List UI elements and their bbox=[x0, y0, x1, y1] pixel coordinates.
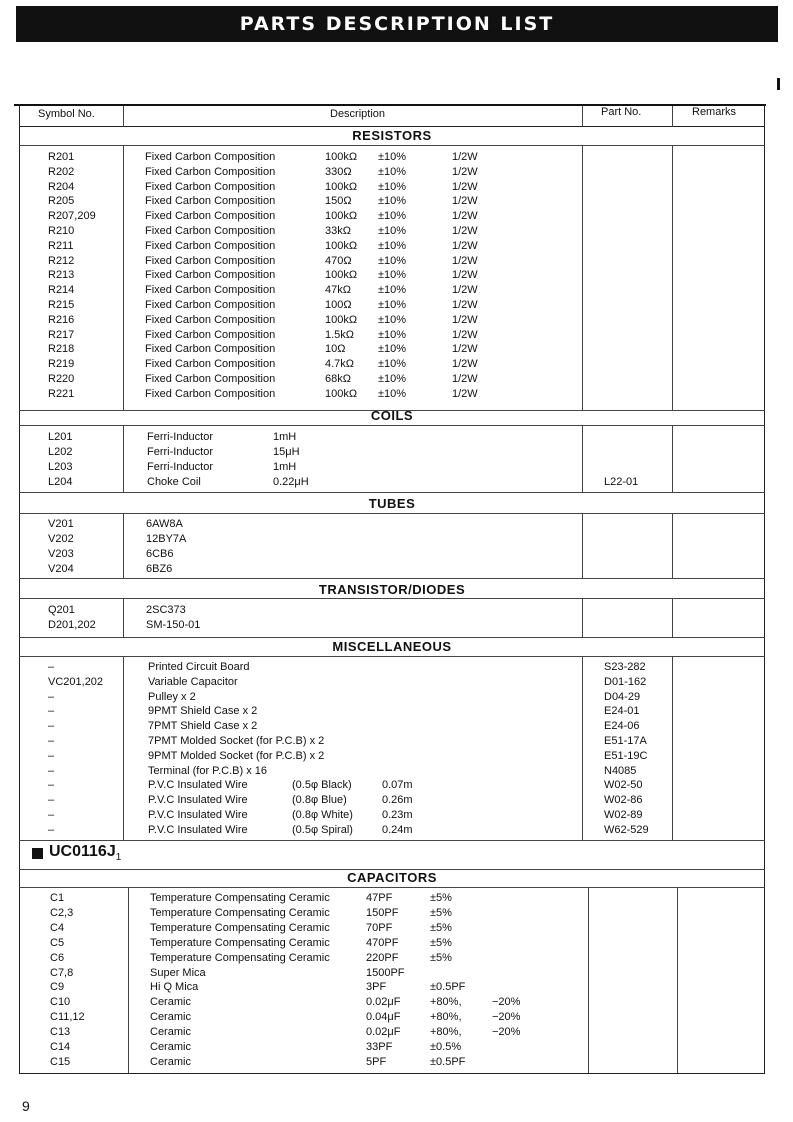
capacitor-row bbox=[19, 937, 765, 952]
description-cell: Temperature Compensating Ceramic bbox=[150, 951, 330, 964]
capacitor-row bbox=[19, 981, 765, 996]
coil-row bbox=[19, 476, 765, 491]
description-cell: Fixed Carbon Composition bbox=[145, 210, 276, 223]
model-heading bbox=[32, 843, 121, 863]
tolerance-cell: +80%, bbox=[430, 996, 462, 1009]
value-cell: 100kΩ bbox=[325, 239, 358, 252]
part-no-cell: L22-01 bbox=[604, 475, 639, 488]
section-capacitors: CAPACITORS bbox=[347, 870, 437, 885]
value-cell: 47PF bbox=[366, 892, 393, 904]
wattage-cell: 1/2W bbox=[452, 313, 478, 326]
value-cell: 33PF bbox=[366, 1041, 393, 1053]
tolerance-cell: ±0.5% bbox=[430, 1041, 462, 1053]
description-cell: Ferri-Inductor bbox=[147, 460, 214, 473]
length-cell: 0.26m bbox=[382, 794, 413, 807]
wattage-cell: 1/2W bbox=[452, 165, 478, 178]
description-cell: 12BY7A bbox=[146, 532, 187, 545]
description-cell: 7PMT Shield Case x 2 bbox=[148, 720, 258, 733]
symbol-cell: R212 bbox=[48, 254, 75, 267]
margin-mark bbox=[777, 78, 780, 90]
coil-row bbox=[19, 446, 765, 461]
symbol-cell: C15 bbox=[50, 1055, 71, 1068]
symbol-cell: C7,8 bbox=[50, 966, 74, 979]
resistors-rule bbox=[19, 145, 765, 146]
tolerance-cell: ±10% bbox=[378, 165, 407, 178]
value-cell: 33kΩ bbox=[325, 225, 351, 237]
capacitor-row bbox=[19, 1011, 765, 1026]
symbol-cell: C4 bbox=[50, 921, 65, 934]
value-cell: 1.5kΩ bbox=[325, 328, 355, 341]
tolerance-cell: ±0.5PF bbox=[430, 981, 466, 994]
description-cell: Ceramic bbox=[150, 1026, 191, 1039]
symbol-cell: R205 bbox=[48, 195, 75, 208]
symbol-cell: R219 bbox=[48, 358, 75, 371]
description-cell: Fixed Carbon Composition bbox=[145, 343, 276, 356]
description-cell: SM-150-01 bbox=[146, 619, 201, 631]
tolerance-cell: ±10% bbox=[378, 358, 407, 371]
symbol-cell: C9 bbox=[50, 981, 65, 994]
section-resistors: RESISTORS bbox=[352, 128, 432, 143]
description-cell: P.V.C Insulated Wire bbox=[148, 823, 248, 836]
section-misc: MISCELLANEOUS bbox=[332, 639, 452, 654]
symbol-cell: C1 bbox=[50, 892, 65, 904]
tolerance-cell: ±10% bbox=[378, 373, 407, 385]
misc-row bbox=[19, 765, 765, 780]
value-cell: 70PF bbox=[366, 921, 393, 934]
description-cell: 6AW8A bbox=[146, 518, 183, 530]
transistors-top-rule bbox=[19, 578, 765, 579]
symbol-cell: – bbox=[48, 749, 55, 762]
description-cell: Ceramic bbox=[150, 996, 191, 1009]
wattage-cell: 1/2W bbox=[452, 343, 478, 356]
value-cell: 15μH bbox=[273, 445, 300, 458]
resistor-row bbox=[19, 255, 765, 270]
tolerance-cell: ±5% bbox=[430, 906, 452, 919]
description-cell: Fixed Carbon Composition bbox=[145, 180, 276, 193]
description-cell: Fixed Carbon Composition bbox=[145, 358, 276, 371]
spec-cell: (0.8φ White) bbox=[292, 809, 353, 821]
description-cell: 9PMT Molded Socket (for P.C.B) x 2 bbox=[148, 749, 325, 762]
tolerance-cell: ±10% bbox=[378, 151, 407, 163]
coils-rule bbox=[19, 425, 765, 426]
tolerance-cell: ±10% bbox=[378, 343, 407, 356]
part-no-cell: E51-17A bbox=[604, 735, 647, 747]
coil-row bbox=[19, 461, 765, 476]
tolerance-cell: ±10% bbox=[378, 195, 407, 208]
tolerance-cell: ±10% bbox=[378, 180, 407, 193]
description-cell: Ferri-Inductor bbox=[147, 445, 214, 458]
symbol-cell: – bbox=[48, 779, 55, 792]
symbol-cell: R216 bbox=[48, 313, 75, 326]
value-cell: 100kΩ bbox=[325, 180, 358, 193]
resistor-row bbox=[19, 181, 765, 196]
resistor-row bbox=[19, 343, 765, 358]
header-symbol: Symbol No. bbox=[38, 108, 95, 120]
value-cell: 4.7kΩ bbox=[325, 358, 355, 371]
symbol-cell: R201 bbox=[48, 151, 75, 163]
part-no-cell: W62-529 bbox=[604, 823, 649, 836]
misc-row bbox=[19, 691, 765, 706]
part-no-cell: W02-86 bbox=[604, 794, 643, 807]
symbol-cell: L201 bbox=[48, 431, 73, 443]
capacitor-row bbox=[19, 892, 765, 907]
value-cell: 68kΩ bbox=[325, 373, 351, 385]
resistor-row bbox=[19, 373, 765, 388]
symbol-cell: C2,3 bbox=[50, 906, 74, 919]
transistor-row bbox=[19, 604, 765, 619]
symbol-cell: C6 bbox=[50, 951, 65, 964]
value-cell: 100kΩ bbox=[325, 210, 358, 223]
description-cell: 2SC373 bbox=[146, 604, 186, 616]
symbol-cell: R202 bbox=[48, 165, 75, 178]
symbol-cell: – bbox=[48, 705, 55, 718]
tolerance-cell: ±10% bbox=[378, 254, 407, 267]
tolerance-cell: +80%, bbox=[430, 1026, 462, 1039]
description-cell: P.V.C Insulated Wire bbox=[148, 794, 248, 807]
value-cell: 1500PF bbox=[366, 966, 405, 979]
tube-row bbox=[19, 548, 765, 563]
description-cell: Ferri-Inductor bbox=[147, 431, 214, 443]
part-no-cell: E24-01 bbox=[604, 705, 640, 718]
spec-cell: (0.5φ Spiral) bbox=[292, 823, 353, 836]
part-no-cell: W02-50 bbox=[604, 779, 643, 792]
value-cell: 0.04μF bbox=[366, 1011, 401, 1024]
tube-row bbox=[19, 533, 765, 548]
header-col-rule-1 bbox=[582, 106, 583, 127]
description-cell: Fixed Carbon Composition bbox=[145, 373, 276, 385]
misc-row bbox=[19, 809, 765, 824]
value-cell: 10Ω bbox=[325, 343, 346, 356]
tolerance-cell: ±5% bbox=[430, 921, 452, 934]
value-cell: 470PF bbox=[366, 936, 399, 949]
description-cell: Choke Coil bbox=[147, 475, 201, 488]
length-cell: 0.23m bbox=[382, 809, 413, 821]
resistor-row bbox=[19, 284, 765, 299]
wattage-cell: 1/2W bbox=[452, 328, 478, 341]
symbol-cell: V202 bbox=[48, 532, 74, 545]
resistor-row bbox=[19, 210, 765, 225]
value-cell: 470Ω bbox=[325, 254, 352, 267]
value-cell: 150Ω bbox=[325, 195, 352, 208]
section-coils: COILS bbox=[370, 408, 414, 423]
tolerance-cell: ±10% bbox=[378, 239, 407, 252]
misc-row bbox=[19, 779, 765, 794]
capacitor-row bbox=[19, 1056, 765, 1071]
description-cell: Variable Capacitor bbox=[148, 675, 238, 688]
description-cell: Temperature Compensating Ceramic bbox=[150, 892, 330, 904]
transistor-row bbox=[19, 619, 765, 634]
description-cell: Fixed Carbon Composition bbox=[145, 313, 276, 326]
capacitor-row bbox=[19, 952, 765, 967]
resistor-row bbox=[19, 269, 765, 284]
misc-row bbox=[19, 661, 765, 676]
value-cell: 47kΩ bbox=[325, 284, 351, 297]
description-cell: Temperature Compensating Ceramic bbox=[150, 921, 330, 934]
part-no-cell: D01-162 bbox=[604, 675, 647, 688]
misc-row bbox=[19, 794, 765, 809]
value-cell: 330Ω bbox=[325, 165, 352, 178]
symbol-cell: R221 bbox=[48, 387, 75, 400]
value-cell: 100kΩ bbox=[325, 151, 358, 163]
misc-row bbox=[19, 750, 765, 765]
description-cell: Terminal (for P.C.B) x 16 bbox=[148, 764, 268, 777]
symbol-cell: – bbox=[48, 690, 55, 703]
value-cell: 220PF bbox=[366, 951, 399, 964]
description-cell: 6CB6 bbox=[146, 547, 174, 560]
resistor-row bbox=[19, 225, 765, 240]
tolerance-cell: ±5% bbox=[430, 892, 452, 904]
tolerance-cell: ±10% bbox=[378, 313, 407, 326]
symbol-cell: V204 bbox=[48, 562, 74, 575]
tolerance-cell: ±0.5PF bbox=[430, 1055, 466, 1068]
capacitors-rule bbox=[19, 887, 765, 888]
tolerance-cell: ±10% bbox=[378, 269, 407, 282]
symbol-cell: C14 bbox=[50, 1041, 71, 1053]
wattage-cell: 1/2W bbox=[452, 210, 478, 223]
description-cell: Fixed Carbon Composition bbox=[145, 239, 276, 252]
misc-row bbox=[19, 705, 765, 720]
value-cell: 100kΩ bbox=[325, 313, 358, 326]
wattage-cell: 1/2W bbox=[452, 254, 478, 267]
header-remarks: Remarks bbox=[692, 106, 737, 118]
misc-top-rule bbox=[19, 637, 765, 638]
symbol-cell: R214 bbox=[48, 284, 75, 297]
symbol-cell: V201 bbox=[48, 518, 74, 530]
misc-row bbox=[19, 824, 765, 839]
description-cell: Ceramic bbox=[150, 1055, 191, 1068]
description-cell: 7PMT Molded Socket (for P.C.B) x 2 bbox=[148, 735, 325, 747]
part-no-cell: W02-89 bbox=[604, 809, 643, 821]
resistor-row bbox=[19, 329, 765, 344]
misc-row bbox=[19, 735, 765, 750]
description-cell: Fixed Carbon Composition bbox=[145, 269, 276, 282]
description-cell: Pulley x 2 bbox=[148, 690, 196, 703]
capacitor-row bbox=[19, 996, 765, 1011]
wattage-cell: 1/2W bbox=[452, 373, 478, 385]
description-cell: 6BZ6 bbox=[146, 562, 173, 575]
value-cell: 100Ω bbox=[325, 299, 352, 311]
wattage-cell: 1/2W bbox=[452, 387, 478, 400]
wattage-cell: 1/2W bbox=[452, 225, 478, 237]
capacitor-row bbox=[19, 1026, 765, 1041]
section-tubes: TUBES bbox=[368, 496, 416, 511]
wattage-cell: 1/2W bbox=[452, 358, 478, 371]
misc-row bbox=[19, 720, 765, 735]
symbol-cell: V203 bbox=[48, 547, 74, 560]
resistor-row bbox=[19, 299, 765, 314]
symbol-cell: C5 bbox=[50, 936, 65, 949]
description-cell: Printed Circuit Board bbox=[148, 661, 250, 673]
symbol-cell: R217 bbox=[48, 328, 75, 341]
description-cell: Fixed Carbon Composition bbox=[145, 225, 276, 237]
symbol-cell: – bbox=[48, 764, 55, 777]
symbol-cell: L204 bbox=[48, 475, 73, 488]
symbol-cell: C13 bbox=[50, 1026, 71, 1039]
wattage-cell: 1/2W bbox=[452, 299, 478, 311]
value-cell: 1mH bbox=[273, 431, 297, 443]
symbol-cell: – bbox=[48, 661, 55, 673]
tube-row bbox=[19, 563, 765, 578]
symbol-cell: R207,209 bbox=[48, 210, 96, 223]
symbol-cell: – bbox=[48, 823, 55, 836]
symbol-cell: L202 bbox=[48, 445, 73, 458]
resistor-row bbox=[19, 388, 765, 403]
spec-cell: (0.8φ Blue) bbox=[292, 794, 347, 807]
wattage-cell: 1/2W bbox=[452, 151, 478, 163]
length-cell: 0.24m bbox=[382, 823, 413, 836]
part-no-cell: E24-06 bbox=[604, 720, 640, 733]
part-no-cell: D04-29 bbox=[604, 690, 641, 703]
value-cell: 0.02μF bbox=[366, 1026, 401, 1039]
value-cell: 100kΩ bbox=[325, 387, 358, 400]
description-cell: Fixed Carbon Composition bbox=[145, 165, 276, 178]
value-cell: 3PF bbox=[366, 981, 387, 994]
wattage-cell: 1/2W bbox=[452, 269, 478, 282]
spec-cell: (0.5φ Black) bbox=[292, 779, 352, 792]
tubes-top-rule bbox=[19, 492, 765, 493]
description-cell: Fixed Carbon Composition bbox=[145, 195, 276, 208]
transistors-rule bbox=[19, 598, 765, 599]
symbol-cell: R220 bbox=[48, 373, 75, 385]
misc-rule bbox=[19, 656, 765, 657]
header-rule bbox=[19, 126, 765, 127]
value-cell: 0.22μH bbox=[273, 475, 309, 488]
symbol-cell: C10 bbox=[50, 996, 71, 1009]
tolerance-cell: ±10% bbox=[378, 328, 407, 341]
value-cell: 100kΩ bbox=[325, 269, 358, 282]
page-number: 9 bbox=[22, 1098, 30, 1114]
capacitor-row bbox=[19, 1041, 765, 1056]
wattage-cell: 1/2W bbox=[452, 195, 478, 208]
description-cell: Ceramic bbox=[150, 1011, 191, 1024]
description-cell: Fixed Carbon Composition bbox=[145, 299, 276, 311]
description-cell: Ceramic bbox=[150, 1041, 191, 1053]
wattage-cell: 1/2W bbox=[452, 284, 478, 297]
value-cell: 5PF bbox=[366, 1055, 387, 1068]
tolerance2-cell: −20% bbox=[492, 1011, 521, 1024]
description-cell: Fixed Carbon Composition bbox=[145, 284, 276, 297]
description-cell: P.V.C Insulated Wire bbox=[148, 779, 248, 792]
tolerance-cell: ±10% bbox=[378, 210, 407, 223]
capacitor-row bbox=[19, 967, 765, 982]
description-cell: Hi Q Mica bbox=[150, 981, 199, 994]
part-no-cell: E51-19C bbox=[604, 749, 648, 762]
symbol-cell: R218 bbox=[48, 343, 75, 356]
misc-bottom-rule bbox=[19, 840, 765, 841]
symbol-cell: – bbox=[48, 720, 55, 733]
description-cell: Super Mica bbox=[150, 966, 206, 979]
symbol-cell: L203 bbox=[48, 460, 73, 473]
value-cell: 1mH bbox=[273, 460, 297, 473]
misc-row bbox=[19, 676, 765, 691]
resistor-row bbox=[19, 151, 765, 166]
symbol-cell: – bbox=[48, 794, 55, 807]
part-no-cell: S23-282 bbox=[604, 661, 646, 673]
symbol-cell: R215 bbox=[48, 299, 75, 311]
tolerance-cell: ±5% bbox=[430, 951, 452, 964]
part-no-cell: N4085 bbox=[604, 764, 637, 777]
tolerance-cell: +80%, bbox=[430, 1011, 462, 1024]
tube-row bbox=[19, 518, 765, 533]
symbol-cell: Q201 bbox=[48, 604, 75, 616]
capacitor-row bbox=[19, 907, 765, 922]
resistor-row bbox=[19, 358, 765, 373]
page-title: PARTS DESCRIPTION LIST bbox=[16, 6, 778, 42]
resistor-row bbox=[19, 240, 765, 255]
resistor-row bbox=[19, 195, 765, 210]
header-description: Description bbox=[330, 108, 386, 120]
symbol-cell: – bbox=[48, 735, 55, 747]
tolerance2-cell: −20% bbox=[492, 1026, 521, 1039]
description-cell: Fixed Carbon Composition bbox=[145, 387, 276, 400]
description-cell: Temperature Compensating Ceramic bbox=[150, 936, 330, 949]
header-part-no: Part No. bbox=[601, 106, 642, 118]
symbol-cell: R211 bbox=[48, 239, 74, 252]
description-cell: Fixed Carbon Composition bbox=[145, 254, 276, 267]
description-cell: Fixed Carbon Composition bbox=[145, 328, 276, 341]
bullet-square-icon bbox=[32, 848, 43, 859]
resistor-row bbox=[19, 314, 765, 329]
description-cell: Fixed Carbon Composition bbox=[145, 151, 276, 163]
wattage-cell: 1/2W bbox=[452, 239, 478, 252]
description-cell: 9PMT Shield Case x 2 bbox=[148, 705, 258, 718]
length-cell: 0.07m bbox=[382, 779, 413, 792]
tolerance-cell: ±10% bbox=[378, 225, 407, 237]
model-label: UC0116J bbox=[49, 843, 116, 860]
coil-row bbox=[19, 431, 765, 446]
symbol-cell: D201,202 bbox=[48, 619, 96, 631]
value-cell: 150PF bbox=[366, 906, 399, 919]
tolerance2-cell: −20% bbox=[492, 996, 521, 1009]
resistor-row bbox=[19, 166, 765, 181]
symbol-cell: R213 bbox=[48, 269, 75, 282]
model-suffix: 1 bbox=[115, 852, 122, 864]
value-cell: 0.02μF bbox=[366, 996, 401, 1009]
tolerance-cell: ±10% bbox=[378, 299, 407, 311]
symbol-cell: R210 bbox=[48, 225, 75, 237]
section-transistors: TRANSISTOR/DIODES bbox=[318, 582, 466, 597]
tubes-rule bbox=[19, 513, 765, 514]
symbol-cell: – bbox=[48, 809, 55, 821]
description-cell: P.V.C Insulated Wire bbox=[148, 809, 248, 821]
symbol-cell: R204 bbox=[48, 180, 75, 193]
description-cell: Temperature Compensating Ceramic bbox=[150, 906, 330, 919]
header-col-rule-2 bbox=[672, 106, 673, 127]
tolerance-cell: ±10% bbox=[378, 387, 407, 400]
wattage-cell: 1/2W bbox=[452, 180, 478, 193]
tolerance-cell: ±10% bbox=[378, 284, 407, 297]
tolerance-cell: ±5% bbox=[430, 936, 452, 949]
symbol-cell: VC201,202 bbox=[48, 675, 104, 688]
capacitor-row bbox=[19, 922, 765, 937]
symbol-cell: C11,12 bbox=[50, 1011, 85, 1024]
header-col-rule-0 bbox=[123, 106, 124, 127]
